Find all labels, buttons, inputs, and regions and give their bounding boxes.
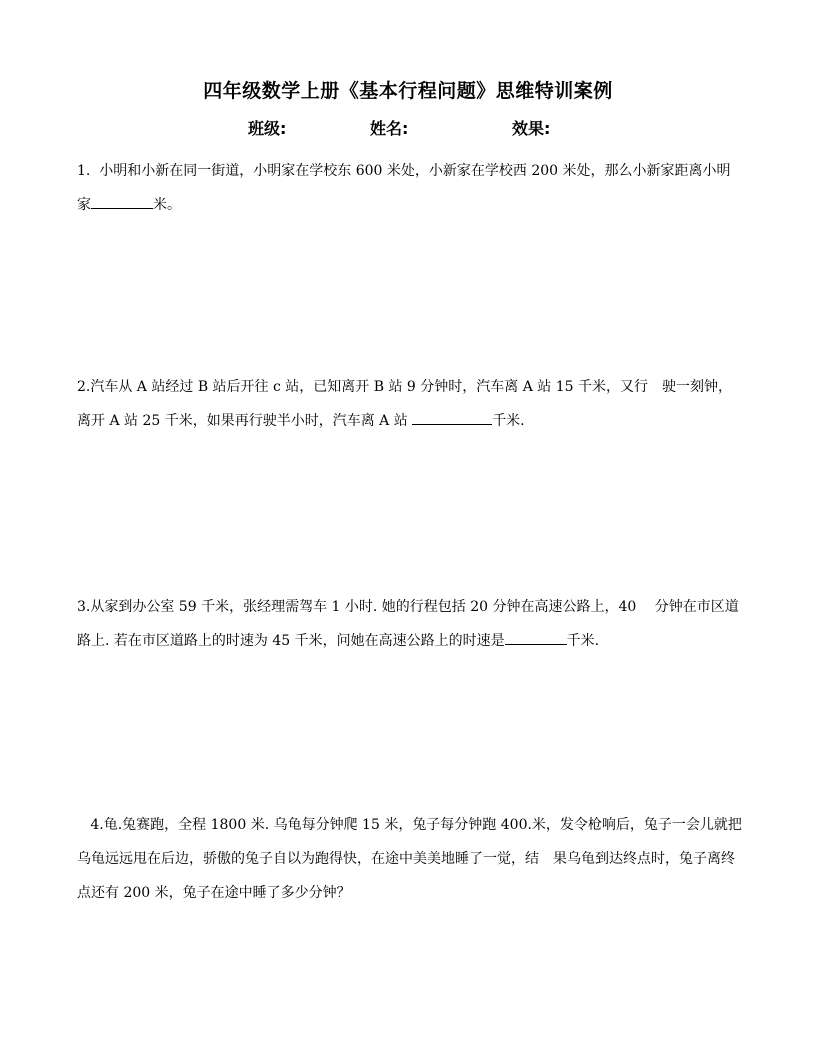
question-3: [77, 590, 742, 658]
question-number: 2.: [77, 379, 91, 395]
question-unit: 千米.: [492, 413, 525, 429]
question-2: [77, 370, 742, 438]
question-unit: 米。: [153, 197, 181, 213]
question-text: 小明和小新在同一街道，小明家在学校东 600 米处，小新家在学校西 200 米处，那么小新家距离小明家: [77, 163, 731, 213]
question-4: [77, 808, 742, 910]
question-text: 龟.兔赛跑，全程 1800 米. 乌龟每分钟爬 15 米，兔子每分钟跑 400.米，发令枪响后，兔子一会儿就把乌龟远远甩在后边，骄傲的兔子自以为跑得快，在途中美美地睡了一觉，结 果乌龟到达终点时，兔子离终点还有 200 米，兔子在途中睡了多少分钟？: [77, 817, 742, 901]
class-field-label: 班级:: [248, 119, 287, 138]
question-unit: 千米.: [566, 633, 600, 649]
question-number: 4.: [90, 817, 104, 833]
result-field-label: 效果:: [512, 119, 551, 138]
answer-blank[interactable]: [505, 628, 567, 645]
name-field-label: 姓名:: [370, 119, 409, 138]
answer-blank[interactable]: [412, 408, 492, 425]
answer-blank[interactable]: [91, 192, 153, 209]
question-number: 1.: [77, 163, 91, 179]
question-text: 从家到办公室 59 千米，张经理需驾车 1 小时. 她的行程包括 20 分钟在高速公路上，40 分钟在市区道路上. 若在市区道路上的时速为 45 千米，问她在高速公路上的时速是: [77, 599, 739, 649]
worksheet-title: 四年级数学上册《基本行程问题》思维特训案例: [203, 80, 613, 102]
question-text: 汽车从 A 站经过 B 站后开往 c 站，已知离开 B 站 9 分钟时，汽车离 A 站 15 千米，又行 驶一刻钟，离开 A 站 25 千米，如果再行驶半小时，汽车离 A 站: [77, 379, 733, 429]
question-number: 3.: [77, 599, 91, 615]
question-1: [77, 154, 742, 222]
